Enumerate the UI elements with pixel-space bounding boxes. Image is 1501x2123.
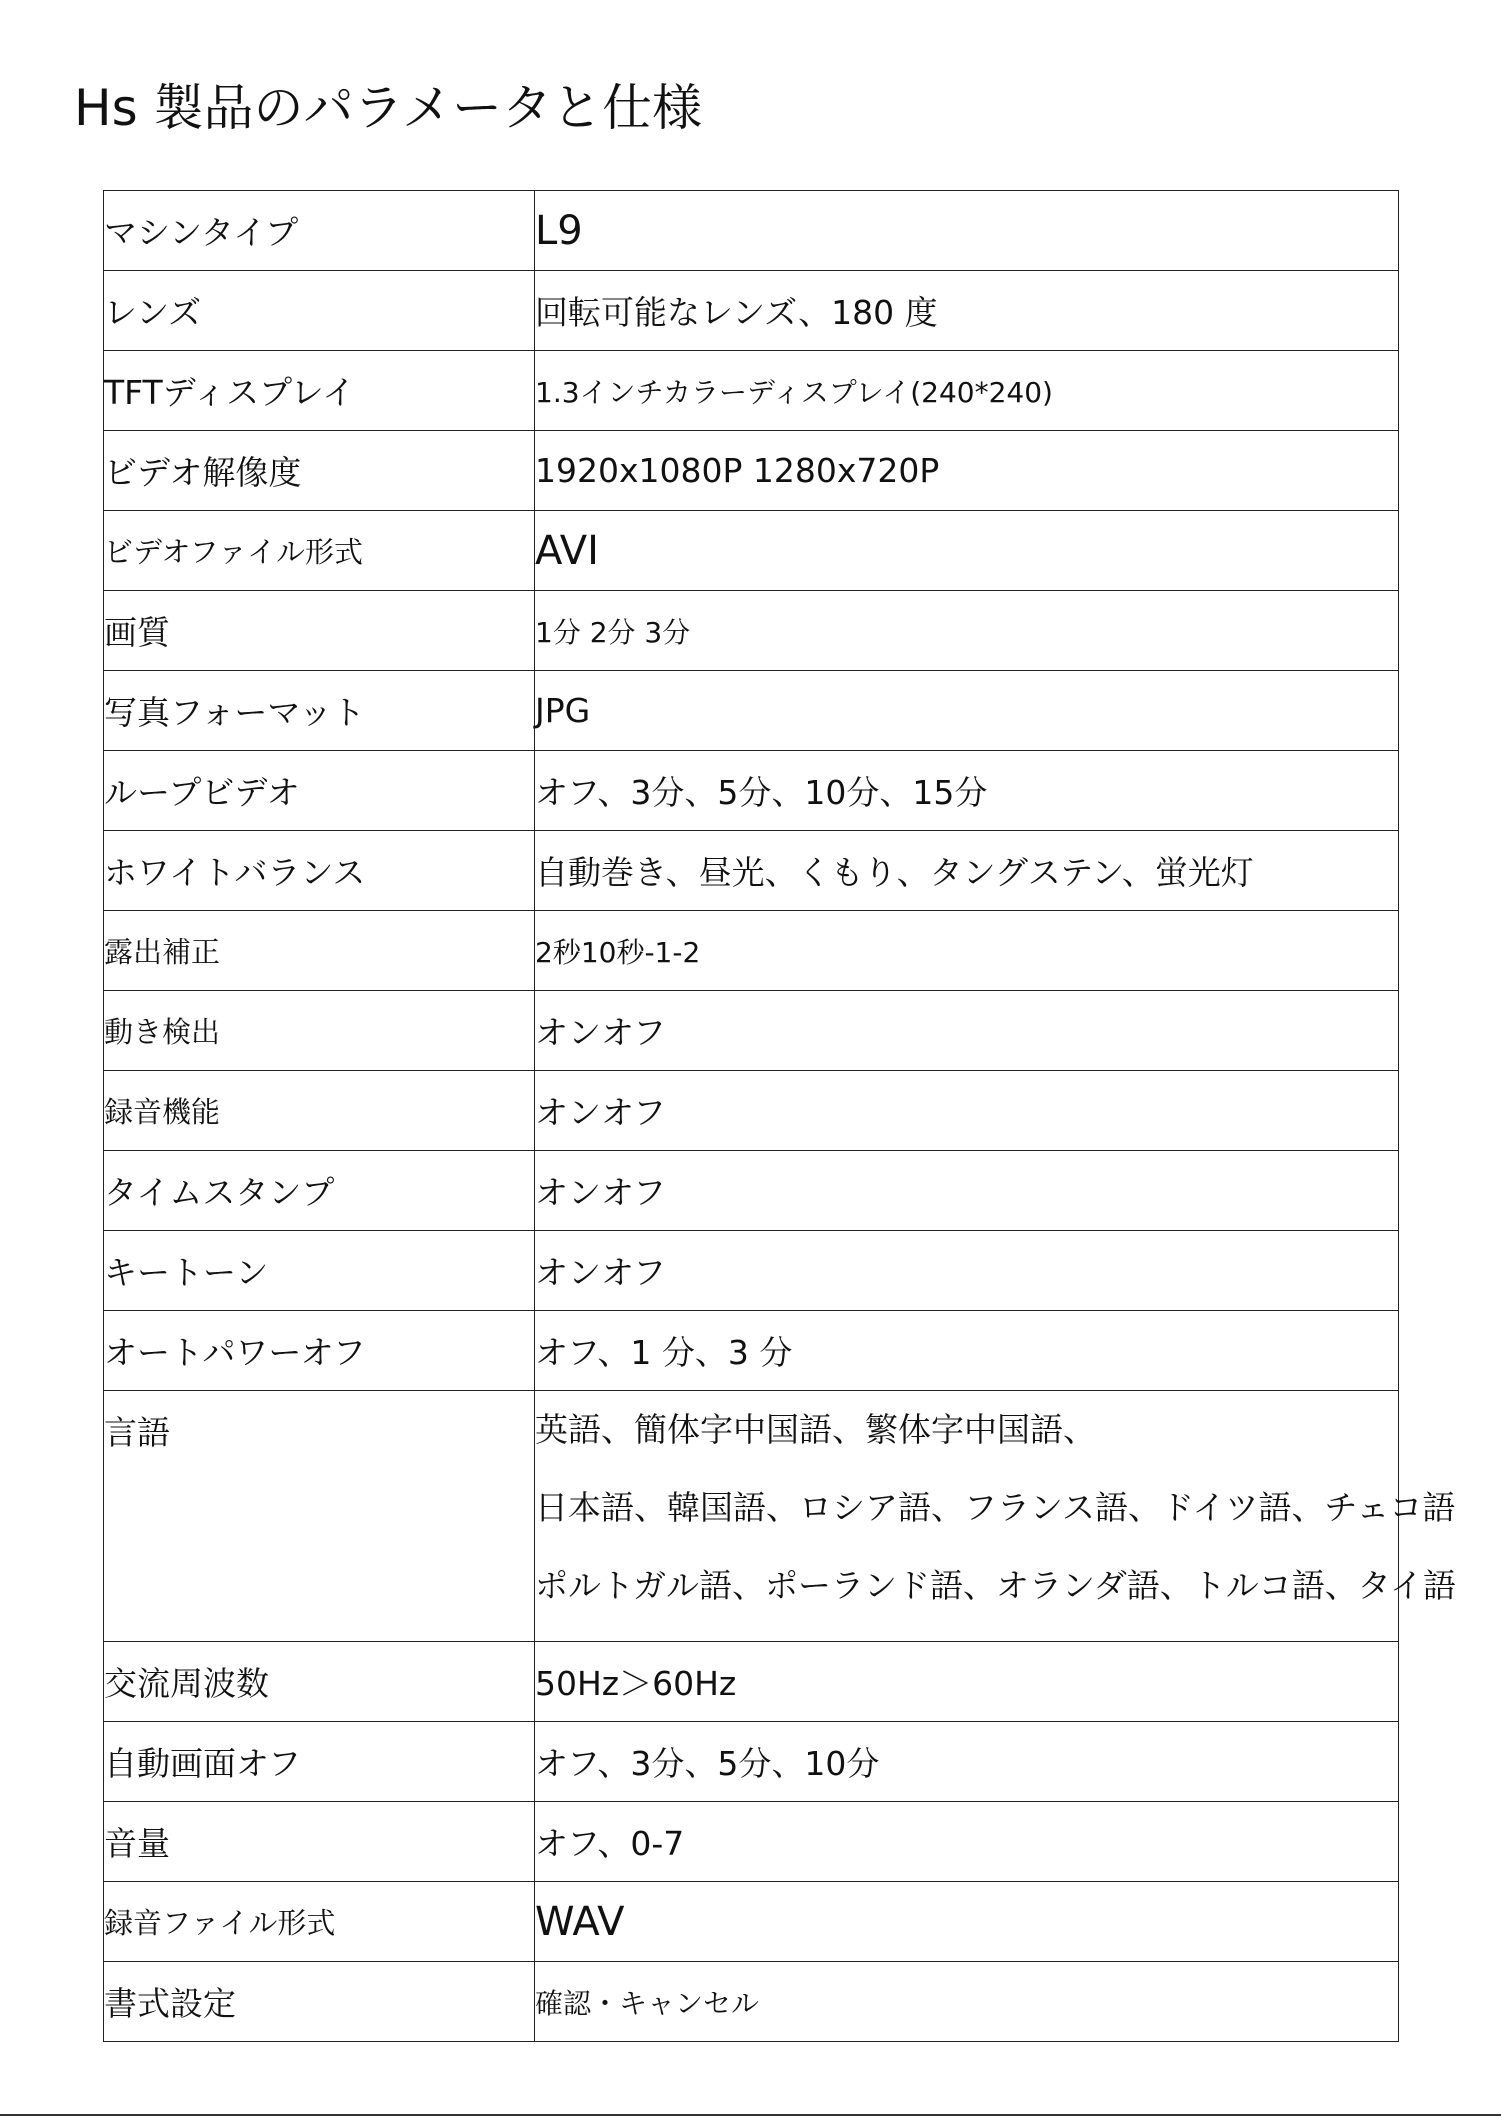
spec-value: オフ、1 分、3 分 xyxy=(535,1311,1399,1391)
table-row xyxy=(104,1962,1399,2042)
spec-label: ホワイトバランス xyxy=(104,831,535,911)
spec-label: ビデオファイル形式 xyxy=(104,511,535,591)
spec-value: 2秒10秒-1-2 xyxy=(535,911,1399,991)
table-row xyxy=(104,1231,1399,1311)
spec-value: 50Hz＞60Hz xyxy=(535,1642,1399,1722)
spec-value: オンオフ xyxy=(535,1071,1399,1151)
page-title: Hs 製品のパラメータと仕様 xyxy=(74,79,703,137)
table-row xyxy=(104,351,1399,431)
table-row xyxy=(104,671,1399,751)
table-row xyxy=(104,1391,1399,1642)
table-row xyxy=(104,1151,1399,1231)
table-row xyxy=(104,911,1399,991)
bottom-divider xyxy=(0,2114,1501,2116)
spec-value: WAV xyxy=(535,1882,1399,1962)
spec-label: レンズ xyxy=(104,271,535,351)
spec-value: オフ、0-7 xyxy=(535,1802,1399,1882)
table-row xyxy=(104,1642,1399,1722)
table-row xyxy=(104,1311,1399,1391)
spec-value: オンオフ xyxy=(535,1231,1399,1311)
language-line: ポルトガル語、ポーランド語、オランダ語、トルコ語、タイ語 xyxy=(535,1566,1457,1605)
table-row xyxy=(104,1802,1399,1882)
table-row xyxy=(104,271,1399,351)
spec-value: 1920x1080P 1280x720P xyxy=(535,431,1399,511)
spec-value: オンオフ xyxy=(535,1151,1399,1231)
spec-table xyxy=(103,190,1457,2042)
spec-label: タイムスタンプ xyxy=(104,1151,535,1231)
table-row xyxy=(104,591,1399,671)
table-row xyxy=(104,991,1399,1071)
table-row xyxy=(104,751,1399,831)
spec-label: 録音機能 xyxy=(104,1071,535,1151)
spec-value: 1.3インチカラーディスプレイ(240*240) xyxy=(535,351,1399,431)
language-line: 英語、簡体字中国語、繁体字中国語、 xyxy=(535,1410,1096,1449)
table-row xyxy=(104,1882,1399,1962)
spec-label: マシンタイプ xyxy=(104,191,535,271)
spec-label: 自動画面オフ xyxy=(104,1722,535,1802)
table-row xyxy=(104,191,1399,271)
language-line: 日本語、韓国語、ロシア語、フランス語、ドイツ語、チェコ語 xyxy=(535,1488,1456,1527)
spec-label: ビデオ解像度 xyxy=(104,431,535,511)
spec-value: JPG xyxy=(535,671,1399,751)
spec-label: 画質 xyxy=(104,591,535,671)
spec-label: 写真フォーマット xyxy=(104,671,535,751)
spec-value: 自動巻き、昼光、くもり、タングステン、蛍光灯 xyxy=(535,831,1399,911)
spec-label: 動き検出 xyxy=(104,991,535,1071)
spec-label: 露出補正 xyxy=(104,911,535,991)
spec-label: 交流周波数 xyxy=(104,1642,535,1722)
spec-label: ループビデオ xyxy=(104,751,535,831)
spec-value: AVI xyxy=(535,511,1399,591)
spec-label: 音量 xyxy=(104,1802,535,1882)
spec-value: オフ、3分、5分、10分、15分 xyxy=(535,751,1399,831)
spec-value: オフ、3分、5分、10分 xyxy=(535,1722,1399,1802)
table-row xyxy=(104,1722,1399,1802)
spec-value-multiline xyxy=(535,1391,1457,1642)
spec-label: 言語 xyxy=(104,1391,535,1642)
table-row xyxy=(104,831,1399,911)
spec-value: オンオフ xyxy=(535,991,1399,1071)
spec-label: 書式設定 xyxy=(104,1962,535,2042)
spec-value: 確認・キャンセル xyxy=(535,1962,1399,2042)
table-row xyxy=(104,431,1399,511)
spec-label: 録音ファイル形式 xyxy=(104,1882,535,1962)
table-row xyxy=(104,511,1399,591)
spec-label: TFTディスプレイ xyxy=(104,351,535,431)
table-row xyxy=(104,1071,1399,1151)
spec-value: L9 xyxy=(535,191,1399,271)
spec-label: キートーン xyxy=(104,1231,535,1311)
spec-label: オートパワーオフ xyxy=(104,1311,535,1391)
spec-value: 回転可能なレンズ、180 度 xyxy=(535,271,1399,351)
spec-value: 1分 2分 3分 xyxy=(535,591,1399,671)
